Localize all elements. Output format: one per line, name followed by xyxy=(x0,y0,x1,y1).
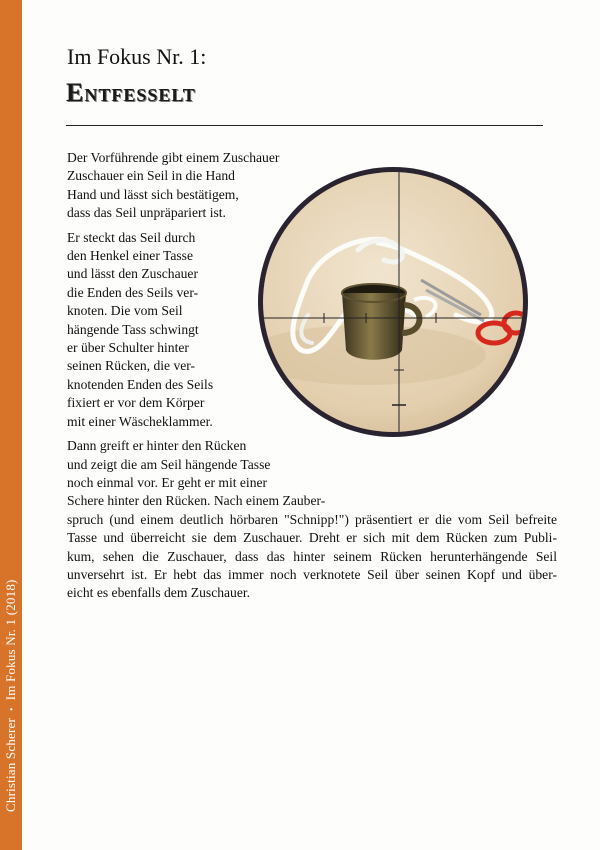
text-line: Schere hinter den Rücken. Nach einem Zauber- xyxy=(67,493,326,509)
text-line: Dann greift er hinter den Rücken xyxy=(67,438,247,454)
text-line: und zeigt die am Seil hängende Tasse xyxy=(67,456,271,472)
page-subtitle: Entfesselt xyxy=(66,78,196,107)
paragraph-3 xyxy=(67,437,557,603)
text-line: unversehrt ist. Er hebt das immer noch verknotete Seil über seinen Kopf und über- xyxy=(67,566,557,582)
text-line: hängende Tass schwingt xyxy=(67,321,199,337)
spine-separator: • xyxy=(7,707,18,711)
text-line: Der Vorführende gibt einem Zuschauer xyxy=(67,150,280,165)
spine-issue: Im Fokus Nr. 1 (2018) xyxy=(3,579,18,701)
text-line: die Enden des Seils ver- xyxy=(67,284,199,300)
text-line: den Henkel einer Tasse xyxy=(67,248,194,264)
page-title: Im Fokus Nr. 1: xyxy=(67,44,207,69)
paragraph-2 xyxy=(67,229,557,431)
text-line: Hand und lässt sich bestätigem, xyxy=(67,186,239,202)
paragraph-1 xyxy=(67,149,557,223)
text-line: knoten. Die vom Seil xyxy=(67,303,183,319)
spine-bar xyxy=(0,0,22,850)
text-line: noch einmal vor. Er geht er mit einer xyxy=(67,474,268,490)
text-line: und lässt den Zuschauer xyxy=(67,266,198,282)
text-line: fixiert er vor dem Körper xyxy=(67,395,205,411)
text-line: Zuschauer ein Seil in die Hand xyxy=(67,168,235,184)
title-divider xyxy=(66,125,543,126)
article-body xyxy=(67,149,557,603)
text-line: Er steckt das Seil durch xyxy=(67,229,196,245)
text-line: kum, sehen die Zuschauer, dass das hinter seinem Rücken herunterhängende Seil xyxy=(67,548,557,564)
text-line: Tasse und überreicht sie dem Zuschauer. Dreht er sich mit dem Rücken zum Publi- xyxy=(67,530,557,546)
text-line: dass das Seil unpräpariert ist. xyxy=(67,205,226,221)
text-line: seinen Rücken, die ver- xyxy=(67,358,196,374)
text-line: spruch (und einem deutlich hörbaren "Schnipp!") präsentiert er die vom Seil befreite xyxy=(67,511,557,527)
text-line: er über Schulter hinter xyxy=(67,340,189,356)
text-line: eicht es ebenfalls dem Zuschauer. xyxy=(67,585,251,601)
spine-author: Christian Scherer xyxy=(3,717,18,812)
text-line: mit einer Wäscheklammer. xyxy=(67,413,213,429)
text-line: knotenden Enden des Seils xyxy=(67,376,214,392)
spine-text xyxy=(3,579,19,812)
